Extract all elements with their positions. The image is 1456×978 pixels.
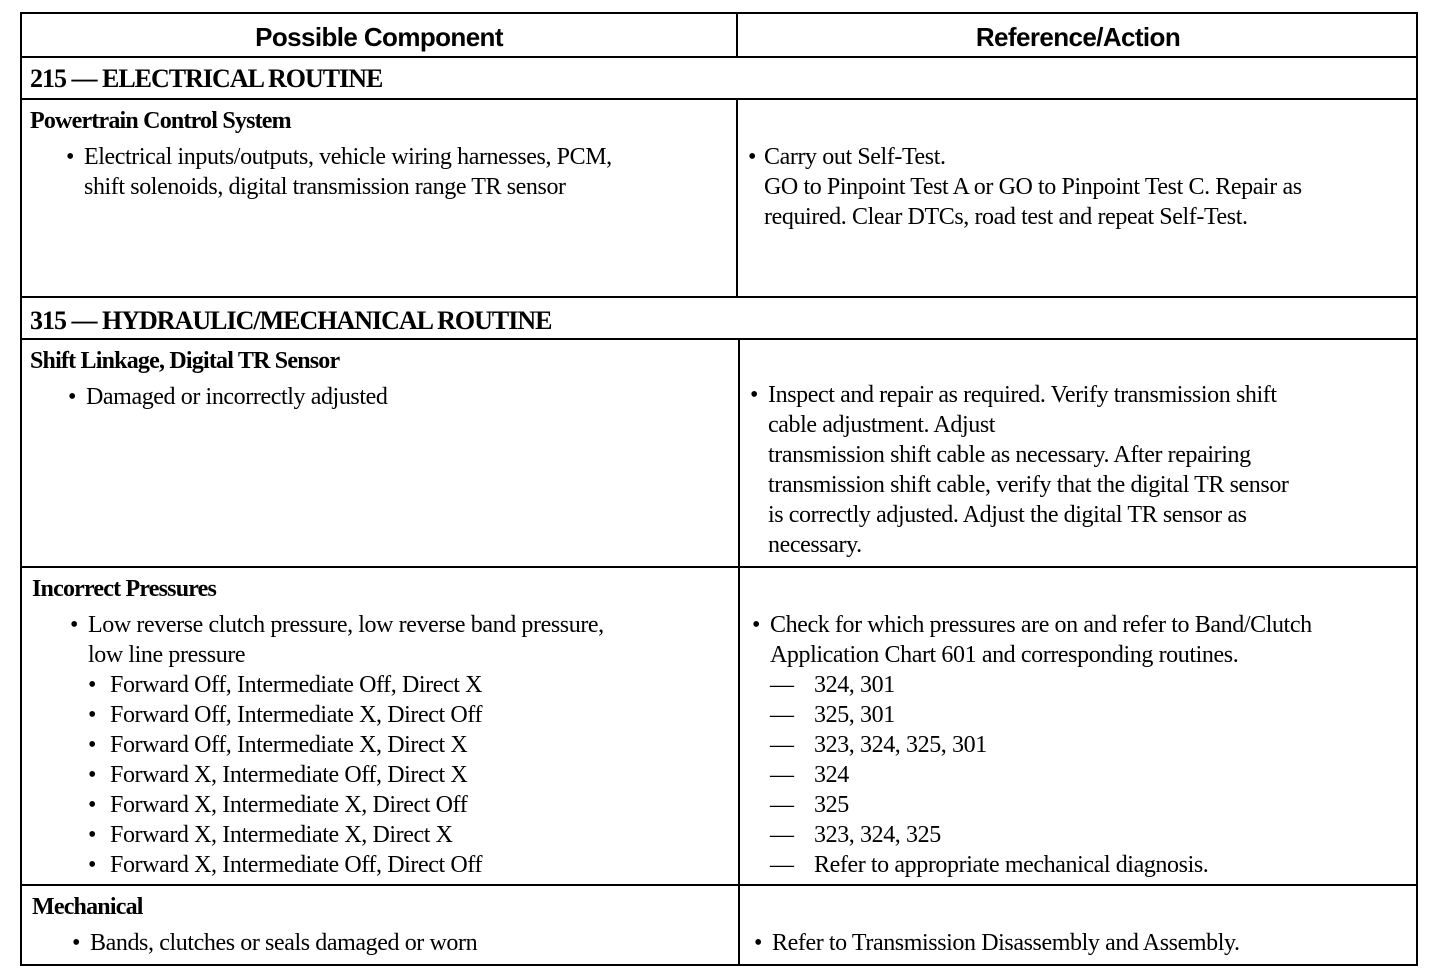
text-line: Low reverse clutch pressure, low reverse band pressure, (88, 612, 604, 638)
pressure-condition: Forward X, Intermediate X, Direct Off (110, 792, 468, 818)
pressure-routines: 323, 324, 325 (814, 822, 941, 848)
dash: — (770, 852, 794, 878)
rule (22, 56, 1416, 58)
action-text-mechanical: Refer to Transmission Disassembly and Assembly. (772, 930, 1240, 956)
text-line: Electrical inputs/outputs, vehicle wiring harnesses, PCM, (84, 144, 612, 170)
text-line: shift solenoids, digital transmission range TR sensor (84, 174, 566, 200)
bullet: • (88, 672, 97, 698)
dash: — (770, 732, 794, 758)
text-line: Check for which pressures are on and refer to Band/Clutch (770, 612, 1312, 638)
rule (22, 98, 1416, 100)
dash: — (770, 702, 794, 728)
diagnostic-table (20, 12, 1418, 966)
row-title-powertrain: Powertrain Control System (30, 108, 291, 134)
pressure-condition: Forward X, Intermediate X, Direct X (110, 822, 453, 848)
text-line: is correctly adjusted. Adjust the digital TR sensor as (768, 502, 1247, 528)
dash: — (770, 762, 794, 788)
dash: — (770, 672, 794, 698)
dash: — (770, 792, 794, 818)
dash: — (770, 822, 794, 848)
pressure-routines: 323, 324, 325, 301 (814, 732, 987, 758)
bullet: • (752, 612, 761, 638)
bullet: • (748, 144, 757, 170)
row-title-mechanical: Mechanical (32, 894, 143, 920)
bullet: • (88, 822, 97, 848)
bullet: • (754, 930, 763, 956)
pressure-condition: Forward X, Intermediate Off, Direct X (110, 762, 468, 788)
rule (22, 566, 1416, 568)
section-title-315: 315 — HYDRAULIC/MECHANICAL ROUTINE (30, 306, 552, 335)
pressure-condition: Forward X, Intermediate Off, Direct Off (110, 852, 483, 878)
row-title-shift-linkage: Shift Linkage, Digital TR Sensor (30, 348, 340, 374)
text-line: necessary. (768, 532, 862, 558)
bullet: • (88, 762, 97, 788)
action-text-powertrain (764, 142, 1302, 232)
text-line: Application Chart 601 and corresponding routines. (770, 642, 1239, 668)
bullet: • (88, 732, 97, 758)
bullet: • (66, 144, 75, 170)
bullet: • (72, 930, 81, 956)
rule (22, 296, 1416, 298)
pressure-routines: 325 (814, 792, 849, 818)
text-line: Carry out Self-Test. (764, 144, 946, 170)
pressure-condition: Forward Off, Intermediate Off, Direct X (110, 672, 483, 698)
pressure-routines: 324, 301 (814, 672, 895, 698)
pressure-condition: Forward Off, Intermediate X, Direct X (110, 732, 468, 758)
pressure-routines: 324 (814, 762, 849, 788)
text-line: Inspect and repair as required. Verify transmission shift (768, 382, 1277, 408)
component-text-pressures (88, 610, 604, 670)
action-text-shift-linkage (768, 380, 1289, 560)
text-line: transmission shift cable, verify that the digital TR sensor (768, 472, 1289, 498)
column-divider (736, 14, 738, 56)
column-divider (738, 338, 740, 966)
pressure-routines: Refer to appropriate mechanical diagnosis. (814, 852, 1209, 878)
text-line: Damaged or incorrectly adjusted (86, 384, 388, 410)
header-possible-component: Possible Component (255, 22, 503, 52)
component-text-shift-linkage (86, 382, 387, 412)
rule (22, 338, 1416, 340)
pressure-condition: Forward Off, Intermediate X, Direct Off (110, 702, 483, 728)
text-line: low line pressure (88, 642, 246, 668)
header-reference-action: Reference/Action (975, 22, 1181, 52)
text-line: required. Clear DTCs, road test and repeat Self-Test. (764, 204, 1248, 230)
action-text-pressures (770, 610, 1312, 670)
text-line: cable adjustment. Adjust (768, 412, 996, 438)
rule (22, 884, 1416, 886)
bullet: • (750, 382, 759, 408)
pressure-routines: 325, 301 (814, 702, 895, 728)
bullet: • (88, 702, 97, 728)
bullet: • (70, 612, 79, 638)
section-title-215: 215 — ELECTRICAL ROUTINE (30, 64, 383, 93)
component-text-powertrain (84, 142, 612, 202)
bullet: • (88, 852, 97, 878)
text-line: GO to Pinpoint Test A or GO to Pinpoint Test C. Repair as (764, 174, 1302, 200)
column-divider (736, 98, 738, 296)
bullet: • (68, 384, 77, 410)
row-title-incorrect-pressures: Incorrect Pressures (32, 576, 217, 602)
component-text-mechanical: Bands, clutches or seals damaged or worn (90, 930, 478, 956)
bullet: • (88, 792, 97, 818)
text-line: transmission shift cable as necessary. After repairing (768, 442, 1251, 468)
